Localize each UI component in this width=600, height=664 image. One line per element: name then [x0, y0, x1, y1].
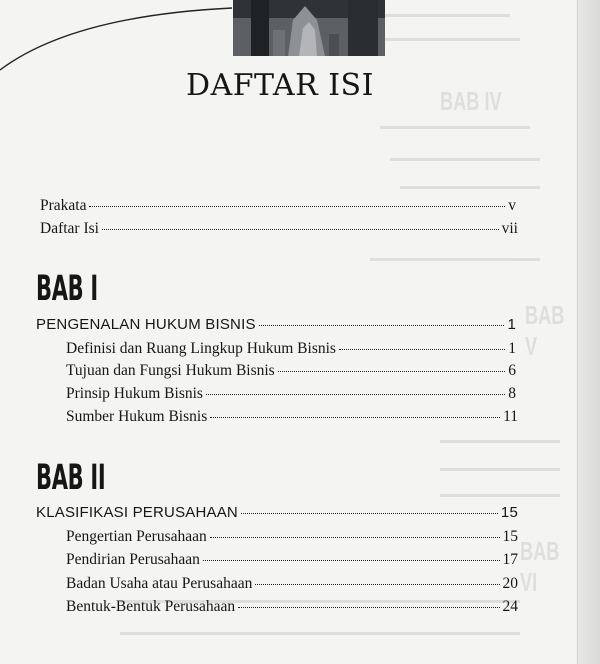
toc-entry-page: 1: [507, 316, 516, 333]
dot-leader: [339, 349, 505, 350]
chapter-heading-bab-1: BAB I: [36, 269, 98, 309]
toc-entry-section: [66, 575, 518, 593]
toc-entry-section: [66, 598, 518, 616]
toc-entry-label: Pendirian Perusahaan: [66, 551, 200, 568]
dot-leader: [278, 371, 506, 372]
show-through-background: BAB IV BAB V BAB VI: [0, 0, 600, 664]
page-edge-strip: [577, 0, 600, 664]
dot-leader: [102, 229, 499, 230]
toc-entry-page: 11: [503, 408, 518, 425]
toc-entry-page: vii: [501, 220, 518, 237]
toc-entry-section: [66, 340, 516, 358]
toc-entry-page: 24: [502, 598, 518, 615]
toc-entry-section: [66, 528, 518, 546]
chapter-heading-bab-2: BAB II: [36, 458, 106, 498]
header-photo: [233, 0, 385, 56]
dot-leader: [210, 417, 500, 418]
toc-entry-prakata: [40, 197, 516, 215]
toc-entry-section: [66, 408, 518, 426]
toc-entry-page: 8: [508, 385, 516, 402]
toc-entry-page: 15: [500, 504, 518, 521]
chapter-title-entry: [36, 316, 516, 333]
dot-leader: [203, 560, 500, 561]
toc-entry-label: Sumber Hukum Bisnis: [66, 408, 208, 425]
toc-entry-label: KLASIFIKASI PERUSAHAAN: [36, 504, 238, 521]
dot-leader: [89, 206, 505, 207]
toc-entry-label: PENGENALAN HUKUM BISNIS: [36, 316, 256, 333]
toc-entry-page: 20: [502, 575, 518, 592]
toc-entry-section: [66, 551, 518, 569]
toc-entry-page: 17: [502, 551, 518, 568]
toc-entry-page: 1: [508, 340, 516, 357]
toc-entry-page: v: [508, 197, 516, 214]
dot-leader: [238, 607, 499, 608]
dot-leader: [255, 584, 499, 585]
dot-leader: [206, 394, 505, 395]
dot-leader: [210, 537, 500, 538]
toc-entry-daftar-isi: [40, 220, 518, 238]
toc-entry-label: Daftar Isi: [40, 220, 99, 237]
toc-entry-label: Badan Usaha atau Perusahaan: [66, 575, 253, 592]
toc-entry-label: Prinsip Hukum Bisnis: [66, 385, 203, 402]
toc-entry-section: [66, 362, 516, 380]
toc-entry-label: Prakata: [40, 197, 87, 214]
toc-entry-page: 15: [502, 528, 518, 545]
chapter-title-entry: [36, 504, 518, 521]
toc-entry-label: Bentuk-Bentuk Perusahaan: [66, 598, 236, 615]
toc-entry-label: Tujuan dan Fungsi Hukum Bisnis: [66, 362, 275, 379]
toc-entry-page: 6: [508, 362, 516, 379]
toc-entry-label: Definisi dan Ruang Lingkup Hukum Bisnis: [66, 340, 336, 357]
toc-entry-label: Pengertian Perusahaan: [66, 528, 207, 545]
dot-leader: [241, 513, 498, 514]
dot-leader: [259, 325, 505, 326]
page-title: DAFTAR ISI: [186, 68, 374, 103]
toc-entry-section: [66, 385, 516, 403]
